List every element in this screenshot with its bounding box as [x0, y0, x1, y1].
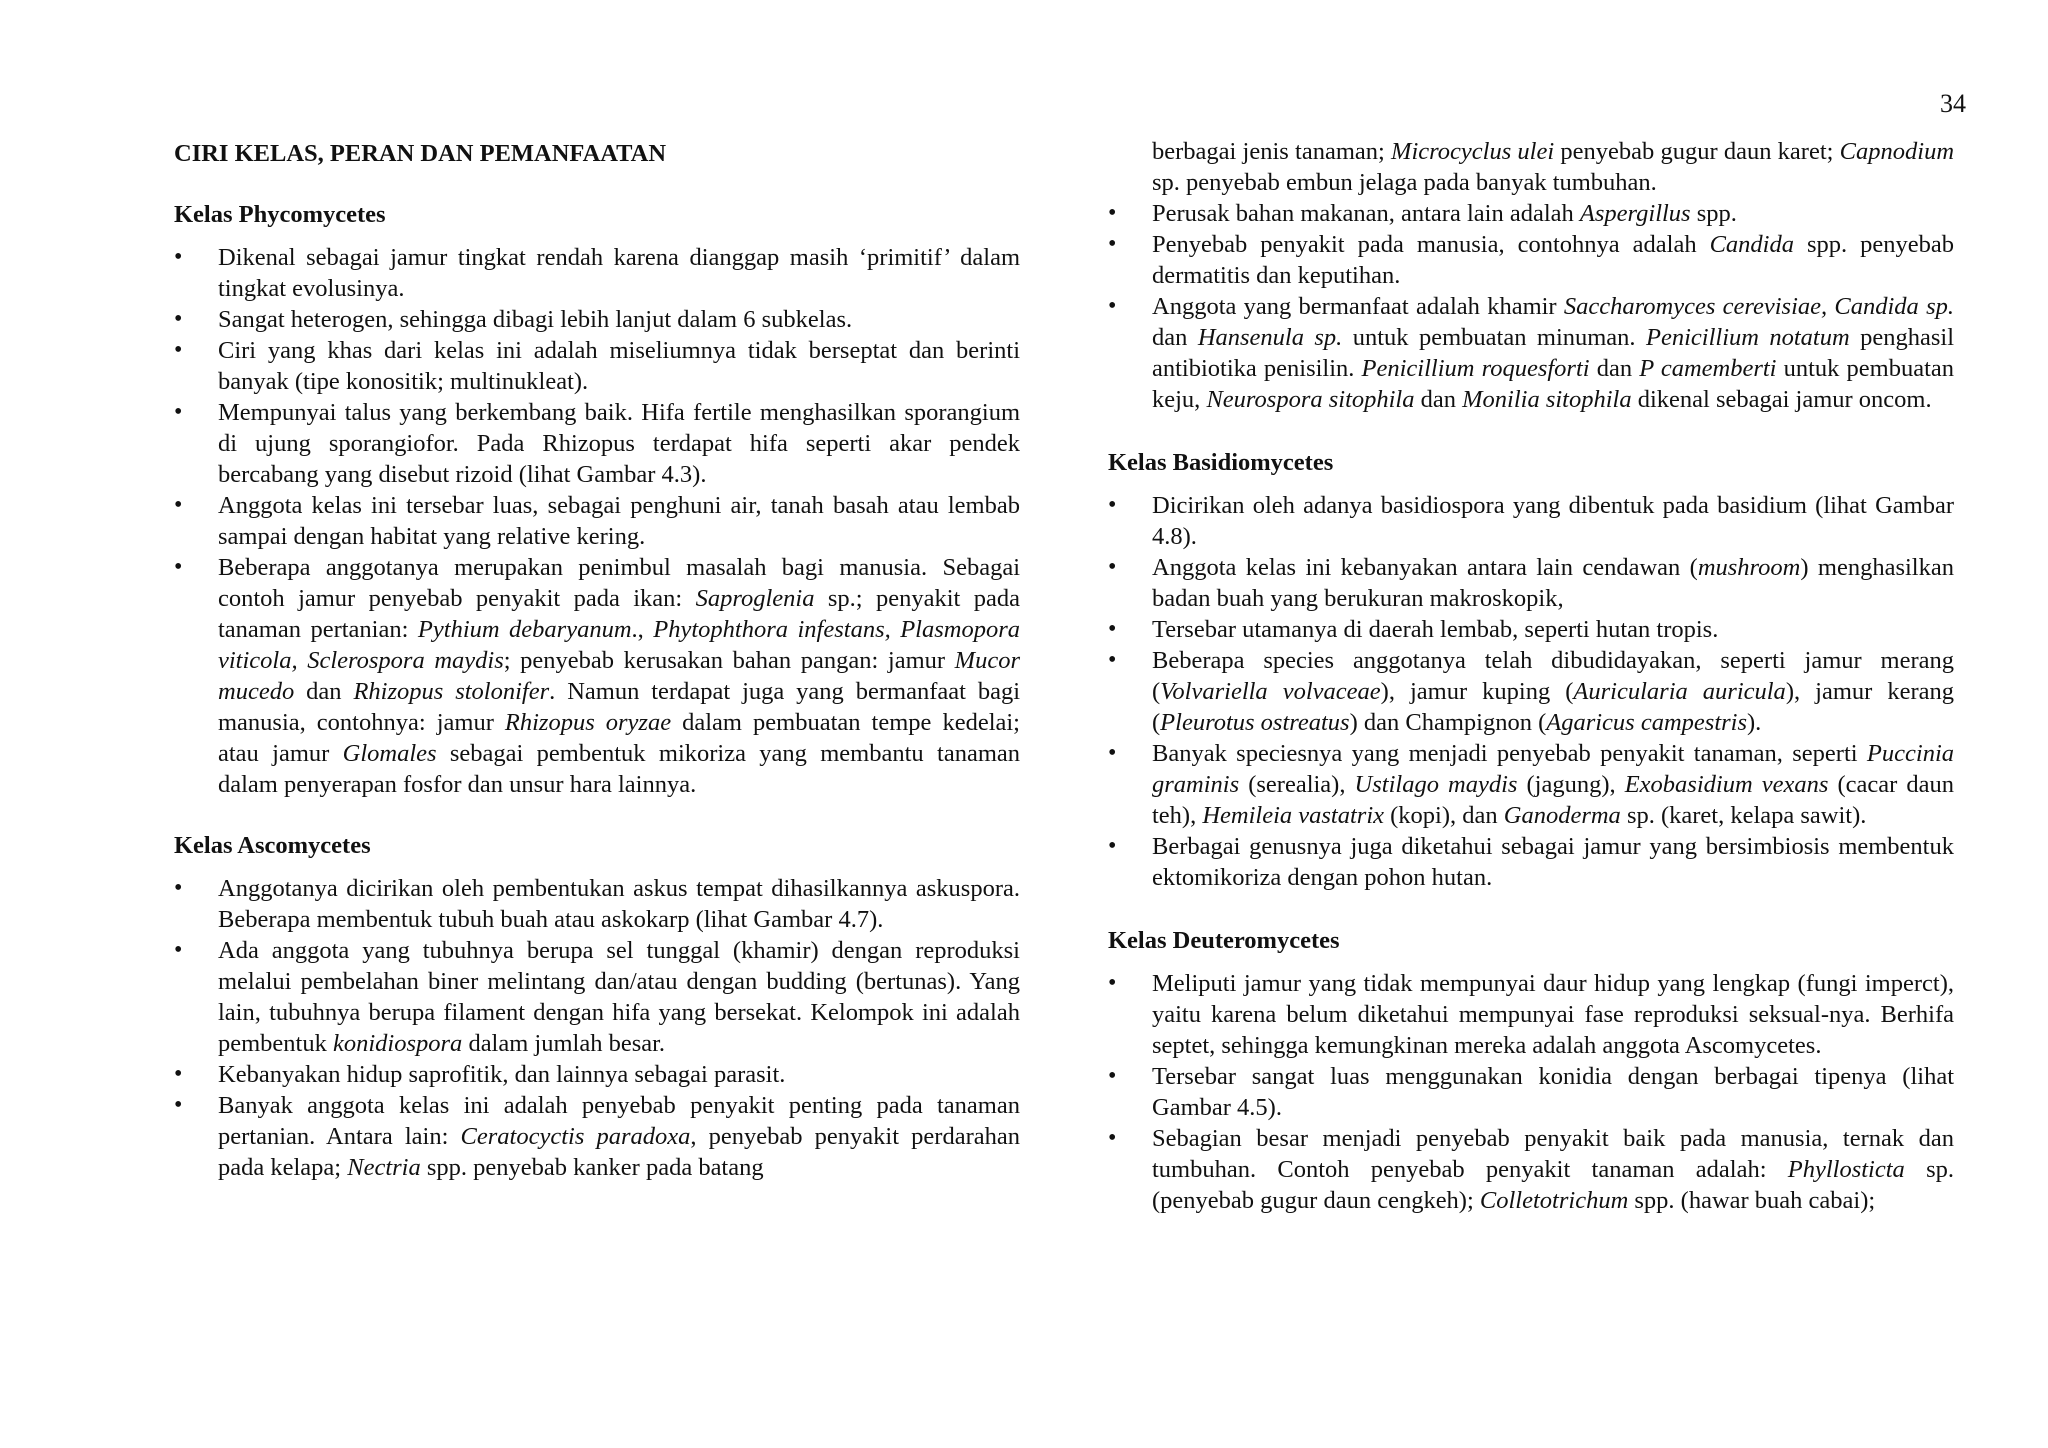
section-title-phycomycetes: Kelas Phycomycetes — [174, 201, 386, 228]
text-segment: dan — [294, 678, 354, 705]
text-segment: Penyebab penyakit pada manusia, contohnya adalah — [1152, 231, 1710, 258]
italic-term: Nectria — [347, 1154, 421, 1181]
text-segment: ., — [631, 616, 654, 643]
text-segment: (serealia), — [1239, 771, 1355, 798]
italic-term: Neurospora sitophila — [1206, 386, 1415, 413]
list-item — [1108, 198, 1954, 229]
text-segment: spp. — [1690, 200, 1737, 227]
italic-term: P camemberti — [1639, 355, 1777, 382]
text-segment: dan — [1152, 324, 1198, 351]
list-item — [174, 873, 1020, 935]
left-column — [174, 138, 1020, 1183]
text-segment: spp. penyebab dermatitis dan keputihan. — [1152, 231, 1954, 289]
italic-term: Capnodium — [1839, 138, 1955, 165]
text-segment: untuk pembuatan minuman. — [1342, 324, 1646, 351]
list-item — [174, 397, 1020, 490]
italic-term: Microcyclus ulei — [1391, 138, 1555, 165]
deuteromycetes-list — [1108, 968, 1954, 1216]
italic-term: Rhizopus stolonifer — [353, 678, 550, 705]
italic-term: Saccharomyces cerevisiae, Candida sp. — [1563, 293, 1954, 320]
ascomycetes-list-continued — [1108, 198, 1954, 415]
italic-term: Exobasidium vexans — [1624, 771, 1829, 798]
text-segment: Sebagian besar menjadi penyebab penyakit baik pada manusia, ternak dan tumbuhan. Contoh penyebab penyakit tanaman adalah: — [1152, 1125, 1954, 1183]
section-ascomycetes — [174, 830, 1020, 1183]
text-segment: (jagung), — [1517, 771, 1625, 798]
text-segment: ), jamur kuping ( — [1380, 678, 1574, 705]
italic-term: Pleurotus ostreatus — [1160, 709, 1350, 736]
text-segment: Anggota kelas ini kebanyakan antara lain cendawan ( — [1152, 554, 1698, 581]
italic-term: Rhizopus oryzae — [504, 709, 672, 736]
text-segment: Meliputi jamur yang tidak mempunyai daur hidup yang lengkap (fungi imperct), yaitu karena belum diketahui mempunyai fase reproduksi seksual-nya. Berhifa septet, sehingga kemungkinan mereka adalah anggota Ascomycetes. — [1152, 970, 1954, 1059]
italic-term: Volvariella volvaceae — [1160, 678, 1381, 705]
text-segment: ) menghasilkan badan buah yang berukuran makroskopik, — [1152, 554, 1954, 612]
text-segment: Sangat heterogen, sehingga dibagi lebih lanjut dalam 6 subkelas. — [218, 306, 853, 333]
text-segment: penghasil antibiotika penisilin. — [1152, 324, 1955, 382]
text-segment: dan — [1414, 386, 1463, 413]
right-column — [1108, 136, 1954, 1216]
list-item — [174, 242, 1020, 304]
italic-term: Phytophthora infestans, Plasmopora viticola, Sclerospora maydis — [218, 616, 1020, 674]
text-segment: Ciri yang khas dari kelas ini adalah miseliumnya tidak berseptat dan berinti banyak (tipe konositik; multinukleat). — [218, 337, 1020, 395]
text-segment: ), jamur kerang ( — [1152, 678, 1954, 736]
italic-term: Ustilago maydis — [1354, 771, 1518, 798]
list-item — [1108, 968, 1954, 1061]
italic-term: Penicillium roquesforti — [1361, 355, 1590, 382]
italic-term: Saproglenia — [695, 585, 815, 612]
text-segment: sp. penyebab embun jelaga pada banyak tumbuhan. — [1152, 169, 1657, 196]
text-segment: Ada anggota yang tubuhnya berupa sel tunggal (khamir) dengan reproduksi melalui pembelahan biner melintang dan/atau dengan budding (bertunas). Yang lain, tubuhnya berupa filament dengan hifa yang bersekat. Kelompok ini adalah pembentuk — [218, 937, 1020, 1057]
text-segment: dalam jumlah besar. — [462, 1030, 666, 1057]
section-title-ascomycetes: Kelas Ascomycetes — [174, 832, 371, 859]
text-segment: Anggotanya dicirikan oleh pembentukan askus tempat dihasilkannya askuspora. Beberapa membentuk tubuh buah atau askokarp (lihat Gambar 4.7). — [218, 875, 1020, 933]
list-item — [1108, 291, 1954, 415]
text-segment: ; penyebab kerusakan bahan pangan: jamur — [503, 647, 955, 674]
text-segment: , penyebab penyakit perdarahan pada kelapa; — [218, 1123, 1020, 1181]
list-item — [1108, 229, 1954, 291]
italic-term: Aspergillus — [1579, 200, 1691, 227]
ascomycetes-list — [174, 873, 1020, 1183]
section-phycomycetes — [174, 199, 1020, 800]
italic-term: Ceratocyctis paradoxa — [460, 1123, 691, 1150]
italic-term: Hemileia vastatrix — [1202, 802, 1385, 829]
italic-term: Mucor mucedo — [218, 647, 1020, 705]
list-item — [174, 335, 1020, 397]
list-item — [174, 552, 1020, 800]
text-segment: sp.; penyakit pada tanaman pertanian: — [218, 585, 1020, 643]
text-segment: sebagai pembentuk mikoriza yang membantu tanaman dalam penyerapan fosfor dan unsur hara lainnya. — [218, 740, 1020, 798]
italic-term: Candida — [1709, 231, 1794, 258]
text-segment: dalam pembuatan tempe kedelai; atau jamur — [218, 709, 1020, 767]
text-segment: Anggota yang bermanfaat adalah khamir — [1152, 293, 1564, 320]
text-segment: Dicirikan oleh adanya basidiospora yang dibentuk pada basidium (lihat Gambar 4.8). — [1152, 492, 1954, 550]
list-item — [174, 304, 1020, 335]
text-segment: Beberapa anggotanya merupakan penimbul masalah bagi manusia. Sebagai contoh jamur penyebab penyakit pada ikan: — [218, 554, 1020, 612]
text-segment: spp. penyebab kanker pada batang — [420, 1154, 764, 1181]
list-item — [1108, 1061, 1954, 1123]
text-segment: Perusak bahan makanan, antara lain adalah — [1152, 200, 1580, 227]
list-item — [174, 1059, 1020, 1090]
text-segment: Mempunyai talus yang berkembang baik. Hifa fertile menghasilkan sporangium di ujung sporangiofor. Pada Rhizopus terdapat hifa seperti akar pendek bercabang yang disebut rizoid (lihat Gambar 4.3). — [218, 399, 1020, 488]
italic-term: Colletotrichum — [1479, 1187, 1629, 1214]
list-item — [1108, 490, 1954, 552]
italic-term: Phyllosticta — [1787, 1156, 1905, 1183]
page-number: 34 — [1940, 89, 1966, 118]
italic-term: Ganoderma — [1503, 802, 1621, 829]
text-segment: Kebanyakan hidup saprofitik, dan lainnya sebagai parasit. — [218, 1061, 786, 1088]
section-deuteromycetes — [1108, 925, 1954, 1216]
text-segment: Banyak speciesnya yang menjadi penyebab penyakit tanaman, seperti — [1152, 740, 1867, 767]
text-segment: . Namun terdapat juga yang bermanfaat bagi manusia, contohnya: jamur — [218, 678, 1021, 736]
text-segment: (cacar daun teh), — [1152, 771, 1954, 829]
text-segment: untuk pembuatan keju, — [1152, 355, 1955, 413]
list-item — [174, 490, 1020, 552]
text-segment: Banyak anggota kelas ini adalah penyebab penyakit penting pada tanaman pertanian. Antara lain: — [218, 1092, 1020, 1150]
text-segment: sp. (penyebab gugur daun cengkeh); — [1152, 1156, 1954, 1214]
text-segment: penyebab gugur daun karet; — [1554, 138, 1840, 165]
list-item — [1108, 738, 1954, 831]
text-segment: Dikenal sebagai jamur tingkat rendah karena dianggap masih ‘primitif’ dalam tingkat evolusinya. — [218, 244, 1020, 302]
section-title-deuteromycetes: Kelas Deuteromycetes — [1108, 927, 1340, 954]
list-item — [1108, 831, 1954, 893]
text-segment: spp. (hawar buah cabai); — [1628, 1187, 1876, 1214]
section-basidiomycetes — [1108, 447, 1954, 893]
italic-term: mushroom — [1697, 554, 1801, 581]
italic-term: Monilia sitophila — [1462, 386, 1632, 413]
text-segment: Berbagai genusnya juga diketahui sebagai jamur yang bersimbiosis membentuk ektomikoriza dengan pohon hutan. — [1152, 833, 1954, 891]
ascomycetes-continuation — [1108, 136, 1954, 198]
italic-term: Glomales — [342, 740, 437, 767]
list-item — [174, 1090, 1020, 1183]
text-segment: dikenal sebagai jamur oncom. — [1631, 386, 1932, 413]
text-segment: Tersebar utamanya di daerah lembab, seperti hutan tropis. — [1152, 616, 1719, 643]
list-item — [1108, 645, 1954, 738]
list-item — [1108, 552, 1954, 614]
list-item — [1108, 1123, 1954, 1216]
phycomycetes-list — [174, 242, 1020, 800]
italic-term: Penicillium notatum — [1646, 324, 1850, 351]
text-segment: Tersebar sangat luas menggunakan konidia dengan berbagai tipenya (lihat Gambar 4.5). — [1152, 1063, 1954, 1121]
italic-term: Auricularia auricula — [1573, 678, 1786, 705]
text-segment: Anggota kelas ini tersebar luas, sebagai penghuni air, tanah basah atau lembab sampai dengan habitat yang relative kering. — [218, 492, 1020, 550]
section-title-basidiomycetes: Kelas Basidiomycetes — [1108, 449, 1334, 476]
list-item — [174, 935, 1020, 1059]
list-item — [1108, 614, 1954, 645]
italic-term: Puccinia graminis — [1152, 740, 1954, 798]
text-segment: (kopi), dan — [1384, 802, 1504, 829]
italic-term: Pythium debaryanum — [417, 616, 632, 643]
basidiomycetes-list — [1108, 490, 1954, 893]
italic-term: konidiospora — [333, 1030, 463, 1057]
italic-term: Agaricus campestris — [1546, 709, 1747, 736]
text-segment: berbagai jenis tanaman; — [1152, 138, 1392, 165]
text-segment: ) dan Champignon ( — [1349, 709, 1547, 736]
italic-term: Hansenula sp. — [1197, 324, 1343, 351]
main-title: CIRI KELAS, PERAN DAN PEMANFAATAN — [174, 140, 667, 167]
text-segment: sp. (karet, kelapa sawit). — [1620, 802, 1867, 829]
text-segment: dan — [1589, 355, 1640, 382]
text-segment: ). — [1747, 709, 1762, 736]
text-segment: Beberapa species anggotanya telah dibudidayakan, seperti jamur merang ( — [1152, 647, 1954, 705]
